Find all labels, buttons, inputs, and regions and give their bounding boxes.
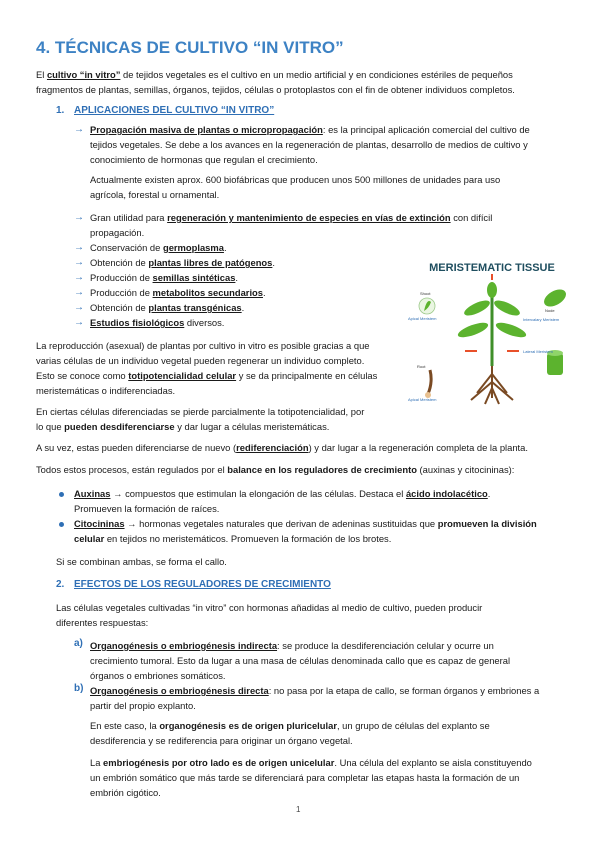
- note-line-2: agrícola, forestal u ornamental.: [90, 189, 220, 200]
- lateral-meristem-icon: [547, 353, 563, 375]
- intro-term: cultivo “in vitro”: [46, 69, 121, 80]
- item-2-line-1: [90, 210, 492, 225]
- combine-line: Si se combinan ambas, se forma el callo.: [56, 556, 227, 567]
- s2-intro-line-1: Las células vegetales cultivadas “in vitro” con hormonas añadidas al medio de cultivo, pueden producir: [56, 602, 483, 613]
- page-title: 4. TÉCNICAS DE CULTIVO “IN VITRO”: [36, 38, 344, 57]
- list-item: [90, 315, 224, 330]
- item-1-line-1: [90, 122, 530, 137]
- list-item-post: diversos.: [184, 317, 225, 328]
- p2-bold: pueden desdiferenciarse: [64, 421, 175, 432]
- item-1-rest: : es la principal aplicación comercial del cultivo de: [322, 124, 530, 135]
- figure-title: MERISTEMATIC TISSUE: [429, 262, 555, 274]
- label-shoot: Shoot: [420, 291, 431, 296]
- item-b-rest: : no pasa por la etapa de callo, se forman órganos y embriones a: [268, 685, 540, 696]
- citocininas-line-1: [74, 516, 537, 531]
- list-item-pre: Producción de: [90, 287, 153, 298]
- list-item-pre: Conservación de: [90, 242, 163, 253]
- arrow-icon: →: [74, 287, 84, 298]
- p3-pre: A su vez, estas pueden diferenciarse de nuevo (: [36, 442, 237, 453]
- item-2-line-2: propagación.: [90, 227, 145, 238]
- page-number: 1: [296, 805, 301, 814]
- leaf-shape: [462, 298, 492, 319]
- p1-pre: Esto se conoce como: [36, 370, 129, 381]
- auxinas-rest: → compuestos que estimulan la elongación de las células. Destaca el: [110, 488, 406, 499]
- citocininas-bold-2: celular: [74, 533, 105, 544]
- label-node: Node: [545, 308, 555, 313]
- list-item-bold: plantas libres de patógenos: [148, 257, 273, 268]
- citocininas-rest: → hormonas vegetales naturales que derivan de adeninas sustituidas que: [124, 518, 438, 529]
- section-2-number: 2.: [56, 579, 65, 590]
- auxinas-line-2: Promueven la formación de raíces.: [74, 503, 220, 514]
- p4-pre: Todos estos procesos, están regulados por el: [36, 464, 228, 475]
- citocininas-line-2: [74, 531, 391, 546]
- section-2-title: EFECTOS DE LOS REGULADORES DE CRECIMIENTO: [74, 579, 331, 590]
- list-item: [90, 300, 244, 315]
- bullet-icon: [59, 522, 64, 527]
- auxinas-bold: ácido indolacético: [405, 488, 488, 499]
- label-root: Root: [417, 364, 426, 369]
- bullet-icon: [59, 492, 64, 497]
- item-b-line-2: partir del propio explanto.: [90, 700, 196, 711]
- p1-post: y se da principalmente en células: [236, 370, 378, 381]
- p1-line-3: [36, 368, 377, 383]
- roots-shape: [471, 366, 513, 404]
- list-item: [90, 255, 275, 270]
- citocininas-bold: promueven la división: [437, 518, 537, 529]
- item-1-line-3: conocimiento de hormonas que regulan el crecimiento.: [90, 154, 318, 165]
- item-c-bold: organogénesis es de origen pluricelular: [159, 720, 337, 731]
- item-a-line-2: crecimiento tumoral. Esto da lugar a una masa de células denominada callo que es capaz de general: [90, 655, 511, 666]
- arrow-icon: →: [74, 317, 84, 328]
- p3-line: [36, 440, 528, 455]
- item-1-line-2: tejidos vegetales. Se debe a los avances en la regeneración de plantas, desarrollo de medios de cultivo y: [90, 139, 528, 150]
- meristem-illustration: [405, 258, 580, 408]
- list-item-pre: Obtención de: [90, 257, 149, 268]
- item-a-rest: : se produce la desdiferenciación celular y ocurre un: [277, 640, 494, 651]
- item-d-line-3: embrión cigótico.: [90, 787, 161, 798]
- node-leaf-icon: [541, 286, 569, 310]
- item-c-line-1: [90, 718, 490, 733]
- item-d-bold: embriogénesis por otro lado es de origen unicelular: [103, 757, 335, 768]
- item-2-post: con difícil: [450, 212, 493, 223]
- item-2-bold: regeneración y mantenimiento de especies en vías de extinción: [167, 212, 451, 223]
- note-line-1: Actualmente existen aprox. 600 biofábricas que producen unos 500 millones de unidades para uso: [90, 174, 501, 185]
- p2-line-1: En ciertas células diferenciadas se pierde parcialmente la totipotencialidad, por: [36, 406, 365, 417]
- list-item-bold: metabolitos secundarios: [152, 287, 263, 298]
- p3-post: ) y dar lugar a la regeneración completa de la planta.: [308, 442, 528, 453]
- p4-bold: balance en los reguladores de crecimiento: [227, 464, 417, 475]
- p1-bold: totipotencialidad celular: [128, 370, 237, 381]
- list-item: [90, 270, 238, 285]
- item-d-post: . Una célula del explanto se aisla constituyendo: [334, 757, 532, 768]
- arrow-icon: →: [74, 302, 84, 313]
- s2-intro-line-2: diferentes respuestas:: [56, 617, 149, 628]
- list-item-bold: Estudios fisiológicos: [90, 317, 185, 328]
- p1-line-2: varias células de un individuo vegetal pueden regenerar un individuo completo.: [36, 355, 365, 366]
- label-intercalary: Intercalary Meristem: [523, 317, 560, 322]
- item-a-line-1: [90, 638, 494, 653]
- item-c-line-2: desdiferencia y se rediferencia para originar un órgano vegetal.: [90, 735, 353, 746]
- p1-line-1: La reproducción (asexual) de plantas por cultivo in vitro es posible gracias a que: [36, 340, 370, 351]
- item-c-pre: En este caso, la: [90, 720, 160, 731]
- item-a-line-3: órganos o embriones somáticos.: [90, 670, 226, 681]
- list-item: [90, 240, 227, 255]
- item-a-bold: Organogénesis o embriogénesis indirecta: [90, 640, 278, 651]
- apical-bud-shape: [487, 282, 497, 298]
- item-b-bold: Organogénesis o embriogénesis directa: [90, 685, 269, 696]
- item-b-line-1: [90, 683, 539, 698]
- auxinas-name: Auxinas: [74, 488, 111, 499]
- label-apical-bottom: Apical Meristem: [408, 397, 437, 402]
- item-b-letter: b): [74, 683, 84, 694]
- arrow-icon: →: [74, 242, 84, 253]
- list-item: [90, 285, 266, 300]
- section-1-title: APLICACIONES DEL CULTIVO “IN VITRO”: [74, 105, 275, 116]
- list-item-post: .: [272, 257, 275, 268]
- item-2-pre: Gran utilidad para: [90, 212, 168, 223]
- leaf-shape: [456, 320, 489, 340]
- item-a-letter: a): [74, 638, 83, 649]
- p4-post: (auxinas y citocininas):: [416, 464, 515, 475]
- section-2-heading: [56, 579, 331, 590]
- section-1-number: 1.: [56, 105, 65, 116]
- section-1-heading: [56, 105, 274, 116]
- item-d-line-1: [90, 755, 532, 770]
- list-item-pre: Obtención de: [90, 302, 149, 313]
- p2-post: y dar lugar a células meristemáticas.: [174, 421, 330, 432]
- auxinas-end: .: [487, 488, 491, 499]
- arrow-icon: →: [74, 212, 84, 223]
- arrow-icon: →: [74, 124, 84, 135]
- intro-line1-rest: de tejidos vegetales es el cultivo en un medio artificial y en condiciones estériles de pequeños: [120, 69, 513, 80]
- item-c-post: , un grupo de células del explanto se: [336, 720, 490, 731]
- auxinas-line-1: [74, 486, 490, 501]
- list-item-post: .: [235, 272, 239, 283]
- arrow-icon: →: [74, 272, 84, 283]
- p1-line-4: meristemáticas o indiferenciadas.: [36, 385, 176, 396]
- intro-line-2: fragmentos de plantas, semillas, órganos, tejidos, células o protoplastos con el fin de obtener individuos completos.: [36, 84, 515, 95]
- label-lateral: Lateral Meristem: [523, 349, 553, 354]
- list-item-post: .: [263, 287, 266, 298]
- list-item-post: .: [241, 302, 245, 313]
- list-item-post: .: [223, 242, 227, 253]
- list-item-pre: Producción de: [90, 272, 153, 283]
- leaf-shape: [494, 320, 527, 340]
- meristematic-tissue-figure: [405, 258, 580, 408]
- p4-line: [36, 462, 514, 477]
- item-1-bold: Propagación masiva de plantas o micropropagación: [90, 124, 323, 135]
- p2-line-2: [36, 419, 329, 434]
- intro-line-1: [36, 67, 513, 82]
- item-d-line-2: un embrión somático que más tarde se diferenciará para completar las etapas hasta la formación de un: [90, 772, 520, 783]
- label-apical-top: Apical Meristem: [408, 316, 437, 321]
- p3-bold: rediferenciación: [236, 442, 309, 453]
- arrow-icon: →: [74, 257, 84, 268]
- leaf-shape: [492, 298, 522, 319]
- list-item-bold: plantas transgénicas: [148, 302, 242, 313]
- intro-pre: El: [36, 69, 47, 80]
- root-tip-icon: [428, 370, 431, 394]
- citocininas-rest-2: en tejidos no meristemáticos. Promueven la formación de los brotes.: [104, 533, 392, 544]
- citocininas-name: Citocininas: [74, 518, 125, 529]
- list-item-bold: germoplasma: [162, 242, 224, 253]
- list-item-bold: semillas sintéticas: [152, 272, 236, 283]
- item-d-pre: La: [90, 757, 104, 768]
- p2-pre: lo que: [36, 421, 65, 432]
